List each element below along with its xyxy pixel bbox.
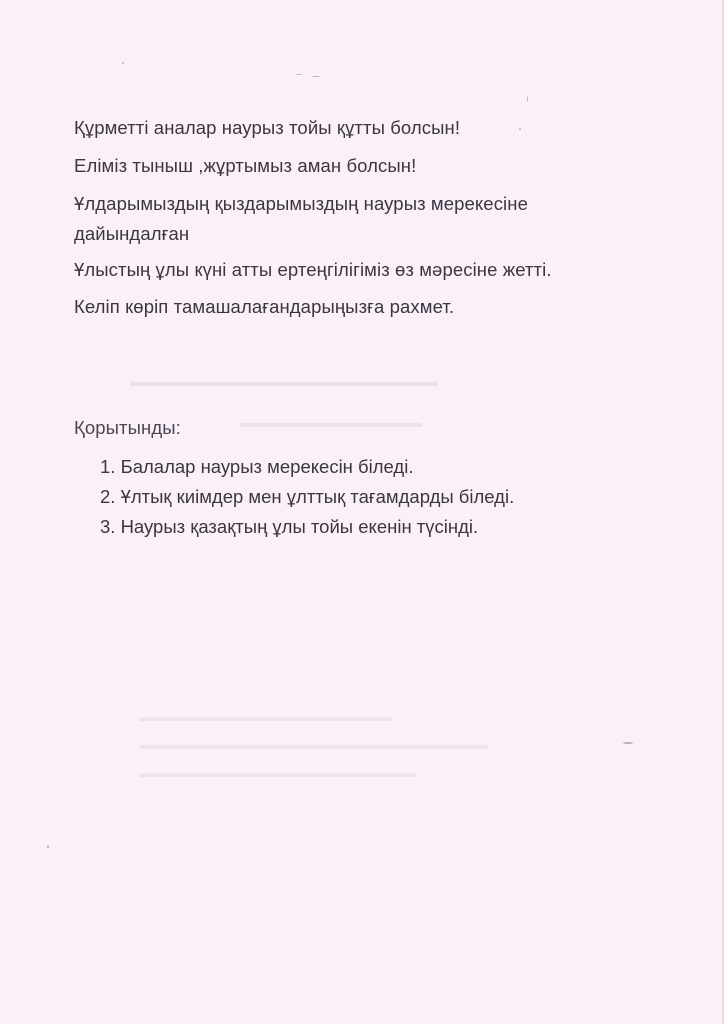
show-through-smudge: ▬▬▬▬▬▬▬▬▬▬▬▬▬▬▬▬▬▬▬▬▬▬▬ (140, 766, 416, 780)
wish-line: Еліміз тыныш ,жұртымыз аман болсын! (74, 155, 417, 176)
scan-speck (122, 62, 124, 64)
scan-speck (527, 96, 528, 102)
show-through-smudge: ▬▬▬▬▬▬▬▬▬▬▬▬▬▬▬▬▬▬▬▬▬▬ (130, 373, 438, 389)
show-through-smudge: ▬▬▬▬▬▬▬▬▬▬▬▬▬▬▬▬▬▬▬▬▬ (140, 710, 392, 724)
scan-speck (296, 74, 302, 75)
scan-speck (519, 128, 521, 130)
conclusion-heading: Қорытынды: (74, 417, 181, 438)
thanks-line: Келіп көріп тамашалағандарыңызға рахмет. (74, 296, 455, 317)
event-line: Ұлыстың ұлы күні атты ертеңгілігіміз өз мәресіне жетті. (74, 259, 552, 280)
conclusion-list (100, 452, 514, 542)
scan-speck (47, 845, 49, 848)
preparation-line: Ұлдарымыздың қыздарымыздың наурыз мерекесіне дайындалған (74, 193, 528, 244)
conclusion-item: 1. Балалар наурыз мерекесін біледі. (100, 456, 414, 477)
conclusion-item: 2. Ұлтық киімдер мен ұлттық тағамдарды біледі. (100, 486, 515, 507)
greeting-line: Құрметті аналар наурыз тойы құтты болсын! (74, 117, 461, 138)
conclusion-item: 3. Наурыз қазақтың ұлы тойы екенін түсінді. (100, 516, 479, 537)
show-through-smudge: ▬▬▬▬▬▬▬▬▬▬▬▬▬ (240, 414, 422, 430)
scan-speck (623, 742, 633, 744)
scan-speck (312, 76, 320, 77)
show-through-smudge: ▬▬▬▬▬▬▬▬▬▬▬▬▬▬▬▬▬▬▬▬▬▬▬▬▬▬▬▬▬ (140, 738, 488, 752)
